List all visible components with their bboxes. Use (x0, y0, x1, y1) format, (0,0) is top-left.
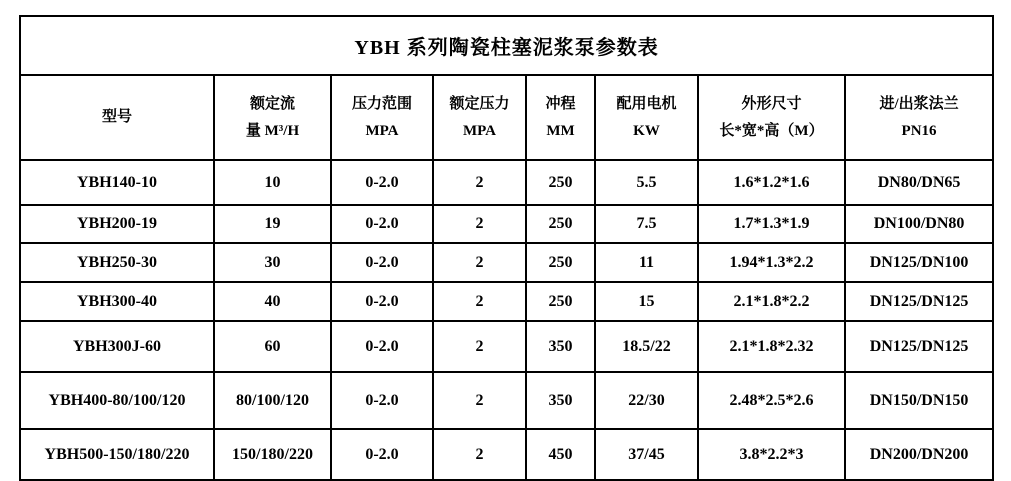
table-cell: 2 (433, 282, 526, 321)
header-label: 额定流 (249, 95, 295, 112)
header-unit: 长*宽*高（M） (719, 122, 824, 139)
table-cell: 2 (433, 160, 526, 205)
header-row (20, 75, 993, 160)
table-cell: 150/180/220 (214, 429, 331, 480)
table-cell: DN125/DN100 (845, 243, 993, 282)
table-cell: 0-2.0 (331, 205, 433, 243)
column-header-stroke (526, 75, 595, 160)
header-unit: MPA (462, 122, 497, 139)
table-cell: 0-2.0 (331, 282, 433, 321)
table-row (20, 321, 993, 372)
title-row (20, 16, 993, 75)
table-cell: DN80/DN65 (845, 160, 993, 205)
column-header-rated-pressure (433, 75, 526, 160)
table-cell: 3.8*2.2*3 (698, 429, 845, 480)
header-unit: KW (633, 122, 660, 139)
table-cell: 10 (214, 160, 331, 205)
column-header-model (20, 75, 214, 160)
header-unit: PN16 (901, 122, 937, 139)
table-cell: 0-2.0 (331, 372, 433, 429)
table-cell: DN100/DN80 (845, 205, 993, 243)
table-cell: 30 (214, 243, 331, 282)
table-row (20, 160, 993, 205)
table-cell: 7.5 (595, 205, 698, 243)
table-cell: 22/30 (595, 372, 698, 429)
table-cell: 80/100/120 (214, 372, 331, 429)
table-cell: DN125/DN125 (845, 282, 993, 321)
table-cell: 450 (526, 429, 595, 480)
table-cell: 40 (214, 282, 331, 321)
table-cell: 15 (595, 282, 698, 321)
model-cell: YBH300-40 (20, 282, 214, 321)
table-cell: 250 (526, 160, 595, 205)
page-title: YBH 系列陶瓷柱塞泥浆泵参数表 (20, 16, 993, 75)
column-header-rated-flow (214, 75, 331, 160)
header-unit: MPA (365, 122, 399, 139)
header-label: 型号 (101, 109, 132, 125)
column-header-flange (845, 75, 993, 160)
table-cell: 350 (526, 321, 595, 372)
table-cell: 2 (433, 372, 526, 429)
table-cell: 2.1*1.8*2.32 (698, 321, 845, 372)
table-cell: 2.1*1.8*2.2 (698, 282, 845, 321)
table-row (20, 372, 993, 429)
table-cell: 0-2.0 (331, 243, 433, 282)
header-label: 额定压力 (449, 95, 510, 112)
table-cell: 250 (526, 282, 595, 321)
table-row (20, 429, 993, 480)
table-cell: 2 (433, 205, 526, 243)
table-cell: 2.48*2.5*2.6 (698, 372, 845, 429)
header-label: 外形尺寸 (741, 95, 802, 112)
header-unit: 量 M³/H (245, 122, 300, 139)
model-cell: YBH400-80/100/120 (20, 372, 214, 429)
header-label: 配用电机 (616, 95, 677, 112)
table-cell: 0-2.0 (331, 429, 433, 480)
table-cell: 0-2.0 (331, 160, 433, 205)
table-cell: DN125/DN125 (845, 321, 993, 372)
table-cell: 2 (433, 429, 526, 480)
column-header-motor (595, 75, 698, 160)
pump-parameters-table (19, 15, 994, 481)
table-row (20, 205, 993, 243)
table-cell: 2 (433, 321, 526, 372)
model-cell: YBH300J-60 (20, 321, 214, 372)
table-cell: 37/45 (595, 429, 698, 480)
table-row (20, 282, 993, 321)
table-cell: 60 (214, 321, 331, 372)
table-cell: 1.94*1.3*2.2 (698, 243, 845, 282)
header-label: 压力范围 (351, 95, 412, 112)
table-cell: 2 (433, 243, 526, 282)
model-cell: YBH200-19 (20, 205, 214, 243)
table-cell: DN200/DN200 (845, 429, 993, 480)
column-header-pressure-range (331, 75, 433, 160)
table-cell: 11 (595, 243, 698, 282)
table-cell: 250 (526, 205, 595, 243)
table-cell: 250 (526, 243, 595, 282)
table-cell: 19 (214, 205, 331, 243)
table-cell: DN150/DN150 (845, 372, 993, 429)
table-cell: 1.6*1.2*1.6 (698, 160, 845, 205)
table-cell: 0-2.0 (331, 321, 433, 372)
header-label: 冲程 (545, 95, 576, 112)
table-row (20, 243, 993, 282)
table-cell: 18.5/22 (595, 321, 698, 372)
header-label: 进/出浆法兰 (879, 95, 959, 112)
header-unit: MM (546, 122, 575, 139)
column-header-dimensions (698, 75, 845, 160)
model-cell: YBH140-10 (20, 160, 214, 205)
table-cell: 5.5 (595, 160, 698, 205)
table-cell: 350 (526, 372, 595, 429)
model-cell: YBH250-30 (20, 243, 214, 282)
table-cell: 1.7*1.3*1.9 (698, 205, 845, 243)
model-cell: YBH500-150/180/220 (20, 429, 214, 480)
